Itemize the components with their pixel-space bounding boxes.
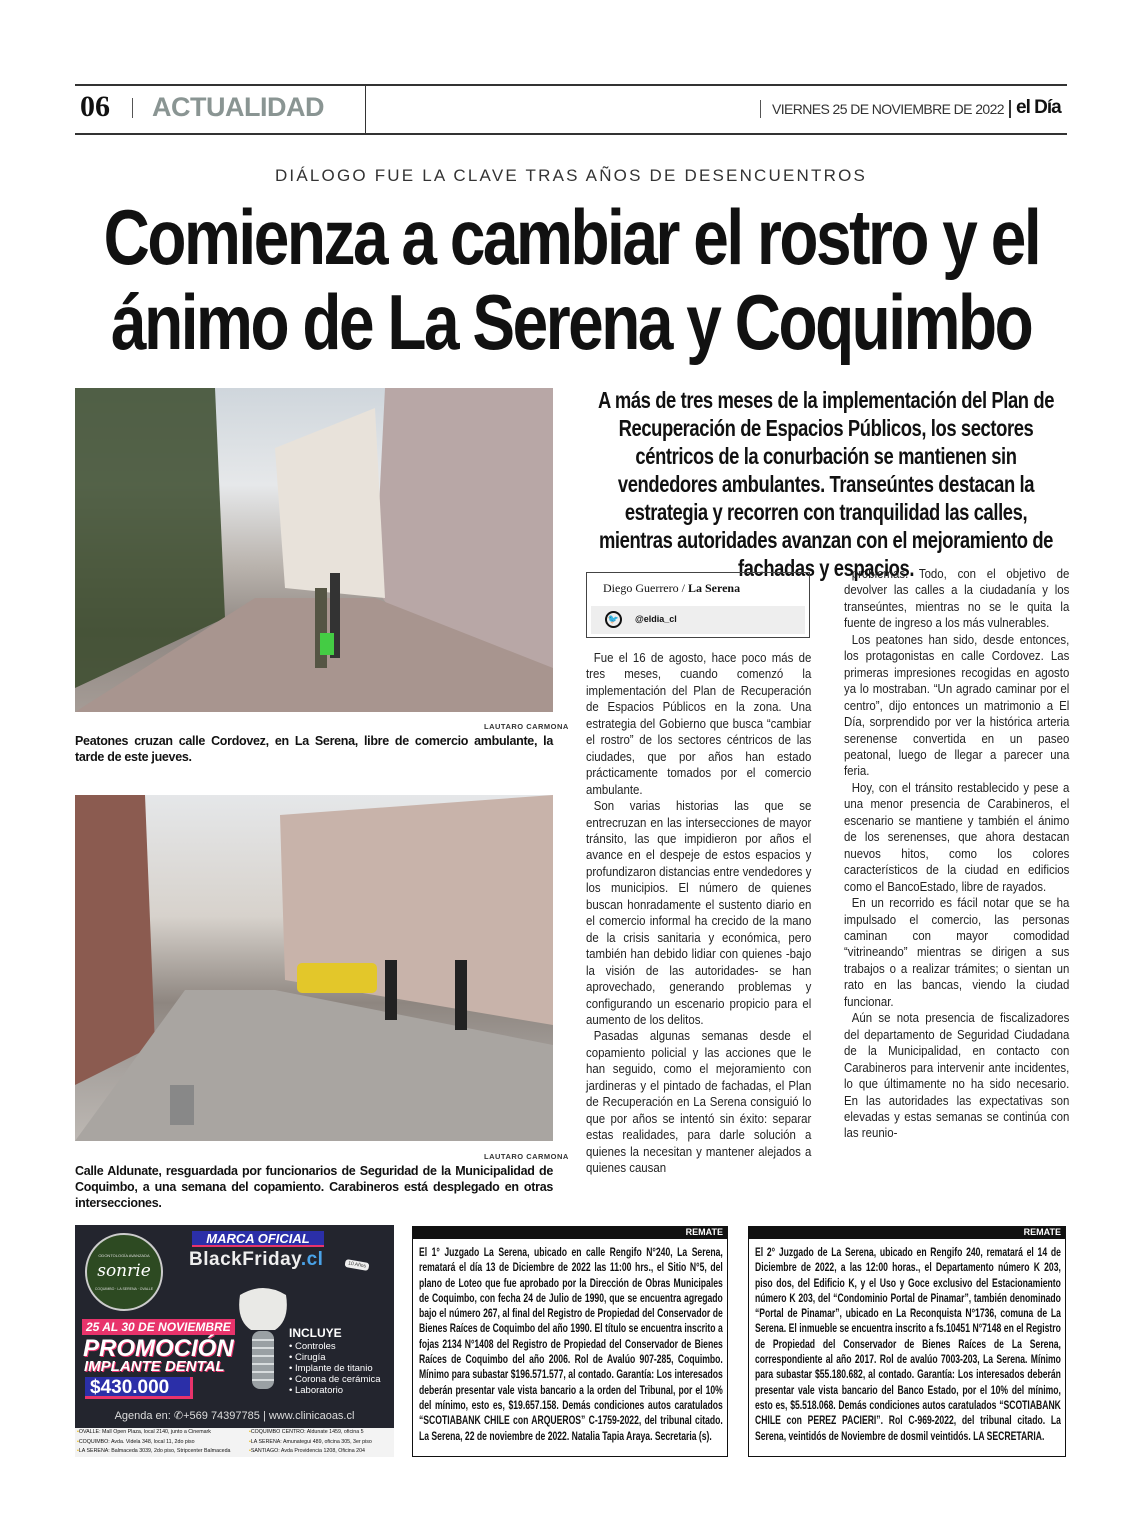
headline-line-2 (0, 278, 1142, 366)
paragraph: Son varias historias las que se entrecruzan en las intersecciones de mayor tránsito, las que impidieron por años el avance en el despeje de estos espacios y profundizaron distancias entre vendedores y los municipios. El número de quienes buscan honradamente el sustento diario en el comercio informal ha crecido de la mano de la crisis sanitaria y económica, pero también han debido lidiar con quienes -bajo la visión de las autoridades- se han aprovechado, generando problemas y configurando un escenario propicio para el aumento de los delitos. (586, 798, 812, 1027)
headline-text: Comienza a cambiar el rostro y el (103, 193, 1039, 281)
article-column-1 (586, 650, 811, 1196)
photo-cordovez-street (75, 388, 553, 712)
location-item: •COQUIMBO: Avda. Videla 348, local 11, 2do piso (77, 1438, 195, 1445)
promo-dates: 25 AL 30 DE NOVIEMBRE (82, 1319, 235, 1335)
photo-credit: LAUTARO CARMONA (484, 722, 569, 731)
promo-price: $430.000 (85, 1377, 193, 1399)
twitter-icon: 🐦 (605, 611, 622, 628)
article-column-2 (844, 566, 1069, 1196)
location-item: •COQUIMBO CENTRO: Aldunate 1459, oficina 5 (249, 1429, 364, 1435)
blackfriday-logo (189, 1249, 323, 1271)
legal-notice-2 (748, 1226, 1066, 1457)
header-bottom-rule (75, 133, 1067, 135)
paragraph: problemas. Todo, con el objetivo de devolver las calles a la ciudadanía y los transeúntes, mientras no se le quita la fuente de ingreso a los más vulnerables. (844, 566, 1070, 631)
paragraph: Los peatones han sido, desde entonces, los protagonistas en calle Cordovez. Las primeras impresiones recogidas en agosto ya lo mostraban. “Un agrado caminar por el centro”, dijo entonces un matrimonio a El Día, sorprendido por ver la histórica arteria serenense convertida en un paseo peatonal, luego de llegar a parecer una feria. (844, 631, 1070, 779)
dental-implant-icon (235, 1285, 291, 1400)
event-name: BlackFriday (189, 1249, 301, 1270)
notice-text: El 1° Juzgado La Serena, ubicado en calle Rengifo N°240, La Serena, rematará el día 13 de Diciembre de 2022 las 11:00 hrs., el Sitio N°5, del plano de Loteo que fue aprobado por la Dirección de Obras Municipales de Coquimbo, con fecha 24 de Julio de 1990, que se encuentra agregado bajo el número 267, al final del Registro de Propiedad del Conservador de Bienes Raíces de Coquimbo del año 1990. El título se encuentra inscrito a fojas 2134 N°1408 del Registro de Propiedad del Conservador de Bienes Raíces de Coquimbo del año 2006. Rol de Avalúo 907-285, Coquimbo. Mínimo para subastar $196.571.577, al contado. Garantía: Los interesados deberán presentar vale vista bancario a la orden del Tribunal, por el 10% del mínimo, esto es, $19.657.158. Demás condiciones autos caratulados “SCOTIABANK CHILE con ARQUEROS” C-1759-2022, del tribunal citado. La Serena, 22 de noviembre de 2022. Natalia Tapia Araya. Secretaria (s). (419, 1245, 723, 1443)
street-scene-illustration (75, 388, 553, 712)
byline-box (586, 572, 810, 638)
paragraph: Pasadas algunas semanas desde el copamiento policial y las acciones que le han seguido, como el mejoramiento con jardineras y el pintado de fachadas, el Plan de Recuperación en La Serena consiguió lo que por años se intentó sin éxito: separar estas realidades, para darle solución a quienes la necesitan y mantener alejados a quienes causan (586, 1028, 812, 1176)
official-badge: MARCA OFICIAL (192, 1231, 324, 1247)
twitter-handle[interactable]: @eldia_cl (635, 614, 677, 624)
location-item: •SANTIAGO: Avda Providencia 1208, Oficina 204 (249, 1448, 366, 1454)
divider (132, 98, 133, 118)
divider (1009, 100, 1011, 118)
paragraph: Aún se nota presencia de fiscalizadores del departamento de Seguridad Ciudadana de la Municipalidad, en contacto con Carabineros para intervenir ante incidentes, lo que últimamente no ha sido necesario. En las autoridades las expectativas son elevadas y estas semanas se continúa con las reunio- (844, 1010, 1070, 1141)
location-text: COQUIMBO CENTRO: Aldunate 1459, oficina 5 (250, 1429, 364, 1435)
divider (760, 100, 761, 118)
issue-date: VIERNES 25 DE NOVIEMBRE DE 2022 (772, 101, 1004, 117)
includes-title: INCLUYE (289, 1326, 342, 1340)
twitter-handle-row[interactable] (591, 606, 805, 634)
notice-text: El 2° Juzgado de La Serena, ubicado en Rengifo 240, rematará el 14 de Diciembre de 2022, a las 12:00 horas., el Departamento número K 203, piso dos, del Edificio K, y el Uso y Goce exclusivo del Estacionamiento número K 203, del “Condominio Portal de Pinamar”, también denominado “Portal de Pinamar”, ubicado en La Reconquista N°1736, comuna de La Serena. El inmueble se encuentra inscrito a fs.10451 N°7148 en el Registro de Propiedad del Conservador de Bienes Raíces de La Serena, correspondiente al año 2017. Rol de avalúo 7003-203, La Serena. Mínimo para subastar $55.180.682, al contado. Garantía: Los interesados deberán presentar vale vista bancario del Banco Estado, por el 10% del mínimo, esto es, $5.518.068. Demás condiciones autos caratulados “SCOTIABANK CHILE con PEREZ PACIERI”. Rol C-969-2022, del tribunal citado. La Serena, veintidós de Noviembre de dosmil veintidós. LA SECRETARIA. (755, 1245, 1061, 1443)
photo-caption: Peatones cruzan calle Cordovez, en La Serena, libre de comercio ambulante, la tarde de este jueves. (75, 734, 553, 764)
notice-tag: REMATE (685, 1227, 723, 1237)
location-text: SANTIAGO: Avda Providencia 1208, Oficina 204 (250, 1448, 366, 1454)
headline-text: ánimo de La Serena y Coquimbo (110, 278, 1032, 366)
promo-title: PROMOCIÓN (83, 1335, 234, 1362)
includes-item: • Implante de titanio (289, 1363, 373, 1374)
paragraph: En un recorrido es fácil notar que se ha impulsado el comercio, las personas caminan con mayor comodidad “vitrineando” mientras se dirigen a sus trabajos o a realizar trámites; o sientan un rato en las bancas, viendo la ciudad funcionar. (844, 895, 1070, 1009)
location-text: COQUIMBO: Avda. Videla 348, local 11, 2do piso (78, 1438, 195, 1445)
byline (603, 581, 740, 596)
location-text: LA SERENA: Balmaceda 3039, 2do piso, Stripcenter Balmaceda (78, 1448, 231, 1454)
clinic-locations (75, 1428, 394, 1457)
logo-sub: ODONTOLOGÍA AVANZADA (98, 1253, 150, 1258)
location-item: •LA SERENA: Amunategui 489, oficina 305, 3er piso (249, 1438, 372, 1445)
headline-line-1 (0, 193, 1142, 281)
logo-brand: sonrie (97, 1261, 151, 1281)
street-scene-illustration (75, 795, 553, 1141)
paragraph: Hoy, con el tránsito restablecido y pese a una menor presencia de Carabineros, el escenario se mantiene y también el ánimo de los serenenses, que ahora destacan nuevos hitos, como los colores característicos de la ciudad en edificios como el BancoEstado, libre de rayados. (844, 779, 1070, 894)
includes-item-text: Controles (294, 1341, 336, 1352)
paragraph: Fue el 16 de agosto, hace poco más de tres meses, cuando comenzó la implementación del Plan de Recuperación de Espacios Públicos en la zona. Una estrategia del Gobierno que busca “cambiar el rostro” de los sectores céntricos de las ciudades, que por años han estado prácticamente tomados por el comercio ambulante. (586, 650, 812, 797)
location-item: •LA SERENA: Balmaceda 3039, 2do piso, Stripcenter Balmaceda (77, 1448, 231, 1454)
author: Diego Guerrero / (603, 581, 685, 595)
kicker: DIÁLOGO FUE LA CLAVE TRAS AÑOS DE DESENCUENTROS (274, 166, 868, 185)
years-badge: 10 Años (344, 1259, 369, 1271)
promo-subtitle: IMPLANTE DENTAL (84, 1358, 225, 1375)
includes-item-text: Laboratorio (294, 1385, 344, 1396)
legal-notice-1 (412, 1226, 728, 1457)
includes-list (289, 1341, 381, 1396)
location-text: OVALLE: Mall Open Plaza, local 2140, junto a Cinemark (78, 1429, 211, 1435)
location: La Serena (687, 581, 741, 595)
header-top-rule (75, 84, 1067, 86)
photo-credit: LAUTARO CARMONA (484, 1152, 569, 1161)
photo-caption: Calle Aldunate, resguardada por funcionarios de Seguridad de la Municipalidad de Coquimbo, a una semana del copamiento. Carabineros está desplegado en otras intersecciones. (75, 1164, 553, 1210)
lede-text: A más de tres meses de la implementación del Plan de Recuperación de Espacios Públicos, los sectores céntricos de la conurbación se mantienen sin vendedores ambulantes. Transeúntes destacan la estrategia y recorren con tranquilidad las calles, mientras autoridades avanzan con el mejoramiento de fachadas y espacios. (597, 387, 1055, 581)
includes-item-text: Corona de cerámica (294, 1374, 381, 1385)
includes-item: • Cirugía (289, 1352, 326, 1363)
includes-item-text: Cirugía (294, 1352, 326, 1363)
divider (365, 84, 366, 134)
ad-contact[interactable]: Agenda en: ✆+569 74397785 | www.clinicaoas.cl (114, 1410, 355, 1422)
page-number: 06 (80, 90, 110, 123)
location-item: •OVALLE: Mall Open Plaza, local 2140, junto a Cinemark (77, 1429, 211, 1435)
notice-tag: REMATE (1023, 1227, 1061, 1237)
includes-item: • Laboratorio (289, 1385, 344, 1396)
includes-item-text: Implante de titanio (294, 1363, 373, 1374)
includes-item: • Corona de cerámica (289, 1374, 381, 1385)
logo-cities: COQUIMBO · LA SERENA · OVALLE (94, 1287, 154, 1291)
section-title: ACTUALIDAD (152, 92, 324, 122)
lede (586, 386, 1068, 582)
event-tld: .cl (300, 1249, 324, 1270)
dental-clinic-ad[interactable] (75, 1225, 394, 1457)
photo-aldunate-street (75, 795, 553, 1141)
location-text: LA SERENA: Amunategui 489, oficina 305, 3er piso (250, 1438, 372, 1445)
newspaper-logo: el Día (1016, 97, 1061, 118)
includes-item: • Controles (289, 1341, 336, 1352)
clinic-logo (85, 1233, 163, 1311)
